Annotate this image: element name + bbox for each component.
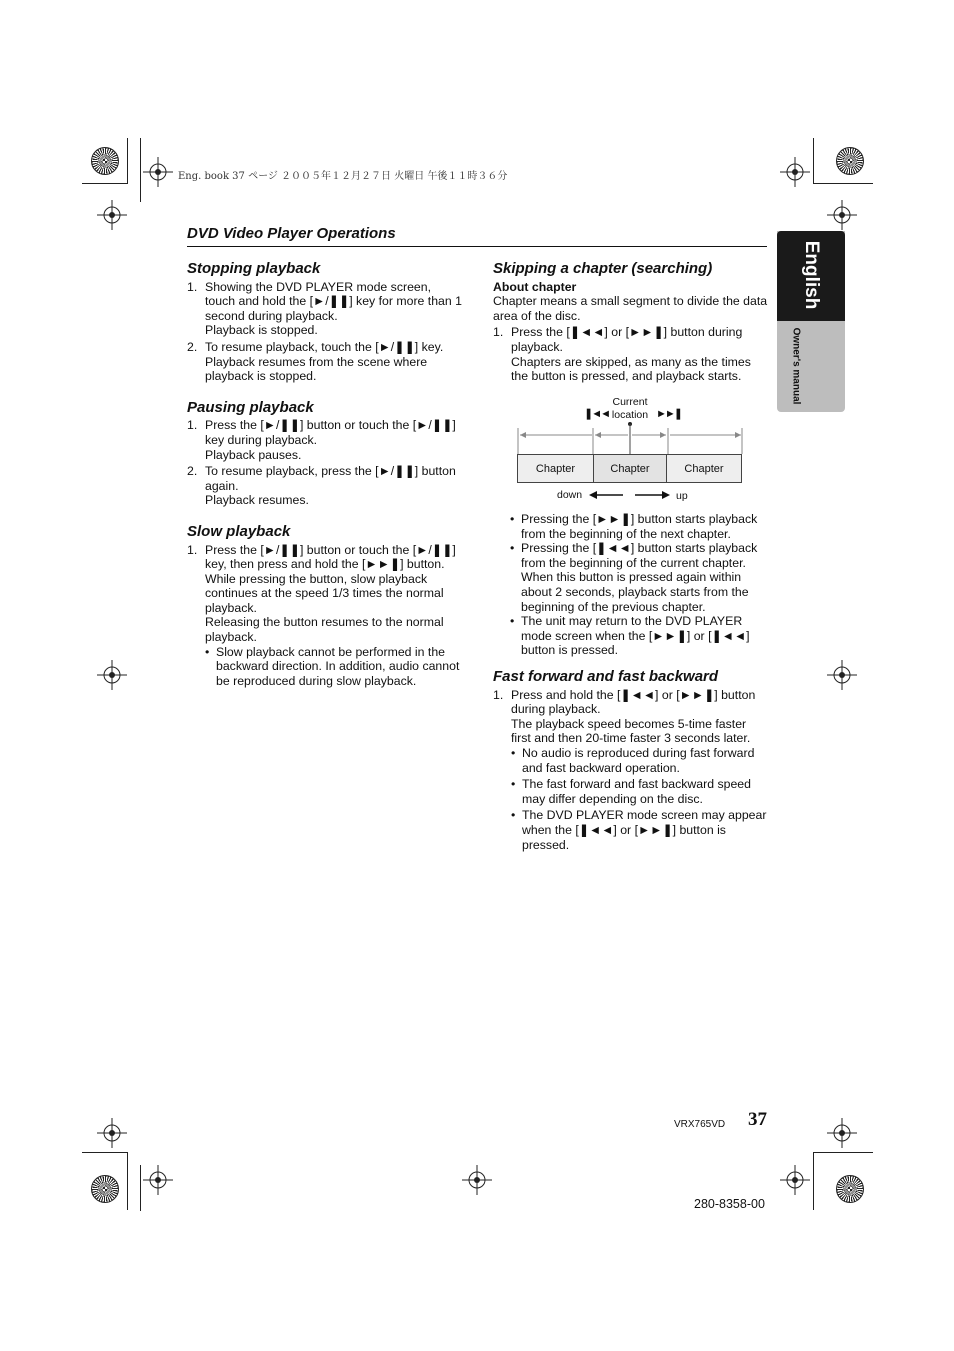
bullet-item: • Pressing the [❚◄◄] button starts playback from the beginning of the current chapter. When this button is pressed again within about 2 seconds, playback starts from the beginning of the previous chapter. bbox=[510, 541, 770, 614]
bullet-item: • Slow playback cannot be performed in the backward direction. In addition, audio cannot be reproduced during slow playback. bbox=[205, 645, 463, 689]
fast-title: Fast forward and fast backward bbox=[493, 668, 719, 685]
list-item bbox=[493, 688, 768, 853]
current-label-line2: location bbox=[611, 409, 649, 421]
pausing-title: Pausing playback bbox=[187, 398, 314, 416]
step-result: Playback pauses. bbox=[205, 447, 302, 462]
chapter-box: Chapter bbox=[593, 454, 667, 483]
stopping-title: Stopping playback bbox=[187, 260, 321, 277]
list-item bbox=[187, 340, 463, 384]
step-number: 1. bbox=[187, 542, 198, 557]
pausing-steps bbox=[187, 418, 463, 508]
slow-steps bbox=[187, 543, 463, 689]
step-result: Playback is stopped. bbox=[205, 323, 318, 338]
list-item bbox=[187, 464, 463, 508]
step-text: Press the [►/❚❚] button or touch the [►/❚❚] key during playback. bbox=[205, 418, 456, 447]
page-number: 37 bbox=[748, 1109, 767, 1130]
registration-mark-icon bbox=[97, 1118, 127, 1148]
registration-mark-icon bbox=[143, 157, 173, 187]
bullet-item: • The fast forward and fast backward speed may differ depending on the disc. bbox=[511, 777, 768, 806]
model-number: VRX765VD bbox=[674, 1119, 726, 1130]
registration-mark-icon bbox=[143, 1165, 173, 1195]
about-chapter-text: Chapter means a small segment to divide the data area of the disc. bbox=[493, 294, 768, 323]
down-label: down bbox=[557, 489, 583, 501]
step-number: 1. bbox=[187, 418, 198, 433]
step-number: 1. bbox=[493, 325, 504, 340]
slow-title: Slow playback bbox=[187, 522, 291, 540]
step-text: Showing the DVD PLAYER mode screen, touch and hold the [►/❚❚] key for more than 1 second during playback. bbox=[205, 279, 462, 323]
list-item bbox=[187, 543, 463, 689]
step-number: 1. bbox=[493, 687, 504, 702]
skipping-notes bbox=[510, 512, 770, 658]
registration-mark-icon bbox=[780, 1165, 810, 1195]
skipping-steps bbox=[493, 325, 768, 383]
chapter-box: Chapter bbox=[517, 454, 594, 483]
registration-mark-icon bbox=[97, 660, 127, 690]
chapter-box: Chapter bbox=[666, 454, 742, 483]
previous-chapter-icon: ❚◄◄ bbox=[584, 408, 609, 420]
registration-mark-icon bbox=[780, 157, 810, 187]
header-rule bbox=[187, 246, 767, 247]
side-tab-subtitle: Owner's manual bbox=[790, 327, 802, 405]
step-text: Press the [►/❚❚] button or touch the [►/❚❚] key, then press and hold the [►►❚] button. bbox=[205, 542, 456, 572]
registration-mark-icon bbox=[97, 200, 127, 230]
step-result: Chapters are skipped, as many as the times the button is pressed, and playback starts. bbox=[511, 354, 751, 384]
color-rosette-icon bbox=[91, 1175, 119, 1203]
part-number: 280-8358-00 bbox=[694, 1197, 765, 1211]
step-number: 2. bbox=[187, 339, 198, 354]
next-chapter-icon: ►►❚ bbox=[656, 408, 681, 420]
step-text: To resume playback, press the [►/❚❚] button again. bbox=[205, 464, 456, 493]
about-chapter-heading: About chapter bbox=[493, 279, 577, 294]
chapter-arrows bbox=[512, 418, 748, 458]
fast-bullets bbox=[511, 746, 768, 852]
step-number: 2. bbox=[187, 464, 198, 479]
left-column bbox=[187, 262, 463, 690]
registration-mark-icon bbox=[827, 1118, 857, 1148]
color-rosette-icon bbox=[836, 147, 864, 175]
bullet-item: • The unit may return to the DVD PLAYER mode screen when the [►►❚] or [❚◄◄] button is pressed. bbox=[510, 614, 770, 658]
step-result: Releasing the button resumes to the normal playback. bbox=[205, 615, 444, 645]
bullet-item: • Pressing the [►►❚] button starts playback from the beginning of the next chapter. bbox=[510, 512, 770, 541]
registration-mark-icon bbox=[462, 1165, 492, 1195]
step-result: Playback resumes from the scene where playback is stopped. bbox=[205, 354, 428, 384]
current-label-line1: Current bbox=[612, 396, 648, 408]
step-result: The playback speed becomes 5-time faster first and then 20-time faster 3 seconds later. bbox=[511, 716, 751, 746]
color-rosette-icon bbox=[91, 147, 119, 175]
fast-steps bbox=[493, 688, 768, 853]
list-item bbox=[187, 418, 463, 462]
step-result: While pressing the button, slow playback continues at the speed 1/3 times the normal playback. bbox=[205, 571, 444, 615]
up-label: up bbox=[676, 490, 688, 502]
registration-mark-icon bbox=[827, 200, 857, 230]
stopping-steps bbox=[187, 280, 463, 384]
step-number: 1. bbox=[187, 279, 198, 294]
skipping-bullets bbox=[510, 512, 770, 658]
step-text: Press the [❚◄◄] or [►►❚] button during playback. bbox=[511, 325, 743, 354]
color-rosette-icon bbox=[836, 1175, 864, 1203]
page-header: DVD Video Player Operations bbox=[187, 225, 396, 242]
list-item bbox=[493, 325, 768, 383]
list-item bbox=[187, 280, 463, 338]
side-tab-language: English bbox=[801, 240, 822, 310]
step-text: Press and hold the [❚◄◄] or [►►❚] button during playback. bbox=[511, 687, 756, 717]
step-result: Playback resumes. bbox=[205, 493, 309, 508]
step-text: To resume playback, touch the [►/❚❚] key. bbox=[205, 339, 444, 354]
direction-arrows bbox=[589, 489, 671, 501]
registration-mark-icon bbox=[827, 660, 857, 690]
fast-section bbox=[493, 670, 768, 854]
bullet-item: • No audio is reproduced during fast forward and fast backward operation. bbox=[511, 746, 768, 775]
print-header: Eng. book 37 ページ ２００５年１２月２７日 火曜日 午後１１時３６分 bbox=[178, 171, 508, 182]
bullet-item: • The DVD PLAYER mode screen may appear when the [❚◄◄] or [►►❚] button is pressed. bbox=[511, 808, 768, 852]
slow-notes bbox=[205, 645, 463, 689]
skipping-title: Skipping a chapter (searching) bbox=[493, 260, 713, 277]
right-column bbox=[493, 262, 768, 386]
